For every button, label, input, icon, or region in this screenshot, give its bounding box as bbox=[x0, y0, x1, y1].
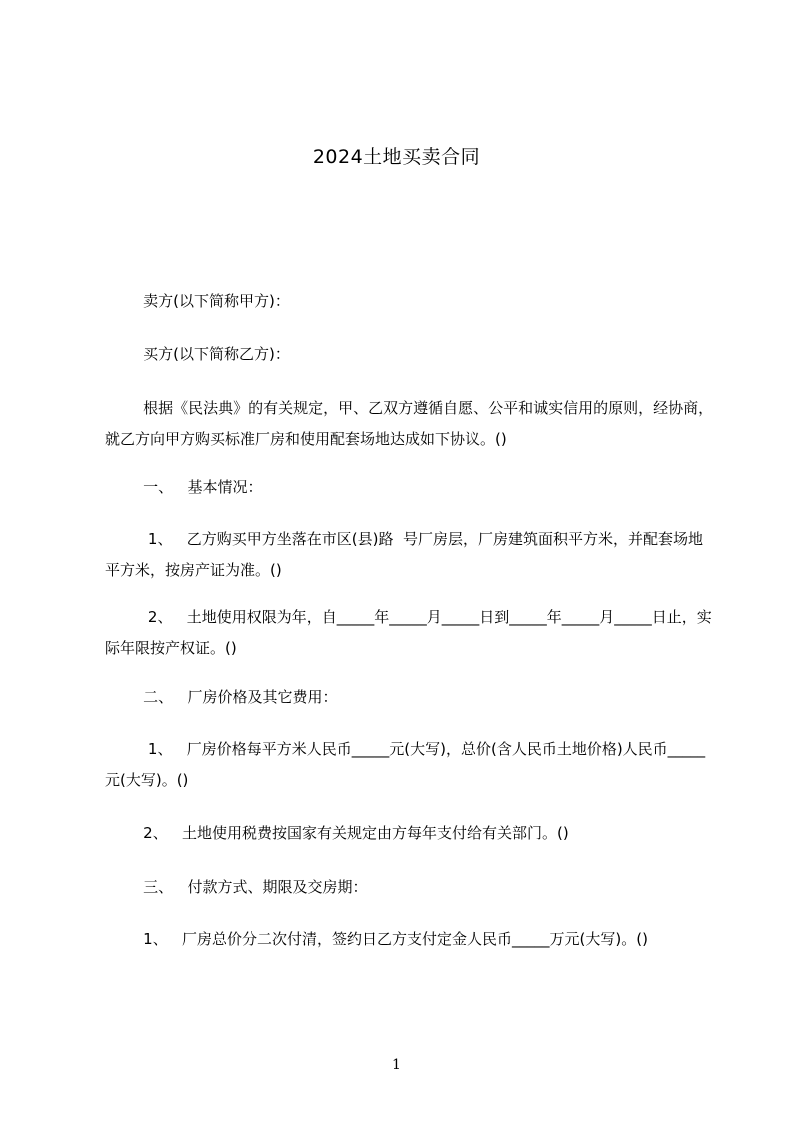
section-heading-basic-info: 一、 基本情况： bbox=[105, 478, 263, 496]
clause-2-2: 2、 土地使用税费按国家有关规定由方每年支付给有关部门。() bbox=[105, 824, 569, 842]
preamble-paragraph: 根据《民法典》的有关规定，甲、乙双方遵循自愿、公平和诚实信用的原则，经协商，就乙方向甲方购买标准厂房和使用配套场地达成如下协议。() bbox=[105, 399, 714, 448]
page-number: 1 bbox=[392, 1057, 401, 1073]
section-heading-price: 二、 厂房价格及其它费用： bbox=[105, 688, 338, 706]
clause-1-1: 1、 乙方购买甲方坐落在市区(县)路 号厂房层，厂房建筑面积平方米，并配套场地平方米，按房产证为准。() bbox=[105, 530, 704, 579]
buyer-line: 买方(以下简称乙方)： bbox=[105, 345, 290, 363]
clause-1-2: 2、 土地使用权限为年，自_____年_____月_____日到_____年_____月_____日止，实际年限按产权证。() bbox=[105, 608, 712, 657]
clause-3-1: 1、 厂房总价分二次付清，签约日乙方支付定金人民币_____万元(大写)。() bbox=[105, 930, 648, 948]
seller-line: 卖方(以下简称甲方)： bbox=[105, 292, 290, 310]
section-heading-payment: 三、 付款方式、期限及交房期： bbox=[105, 878, 368, 896]
clause-2-1: 1、 厂房价格每平方米人民币_____元(大写)，总价(含人民币土地价格)人民币_____元(大写)。() bbox=[105, 740, 706, 789]
document-title: 2024土地买卖合同 bbox=[312, 146, 481, 168]
